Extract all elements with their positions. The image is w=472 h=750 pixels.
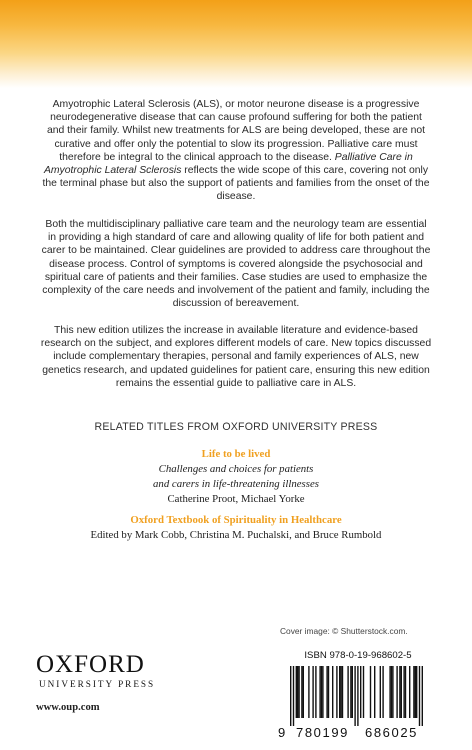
barcode-bar bbox=[336, 666, 337, 718]
book-subtitle: Challenges and choices for patients bbox=[158, 463, 314, 475]
paragraph-text: reflects the wide scope of this care, covering not only the terminal phase but also the support of patients and families from the onset of the disease. bbox=[42, 165, 430, 203]
barcode-bar bbox=[296, 666, 297, 718]
barcode-bar bbox=[374, 666, 375, 718]
barcode-bar bbox=[403, 666, 404, 718]
barcode-bar bbox=[321, 666, 322, 718]
barcode-bar bbox=[328, 666, 329, 718]
barcode-bar bbox=[401, 666, 402, 718]
oxford-university-press-logo bbox=[36, 652, 155, 689]
barcode-bar bbox=[290, 666, 291, 726]
book-authors: Edited by Mark Cobb, Christina M. Puchalski, and Bruce Rumbold bbox=[90, 529, 382, 541]
top-color-band bbox=[0, 0, 472, 88]
barcode-digits-left: 780199 bbox=[296, 725, 349, 740]
barcode-bar bbox=[409, 666, 410, 718]
publisher-name: OXFORD bbox=[36, 651, 145, 678]
description-paragraph-1 bbox=[40, 98, 432, 204]
barcode-bar bbox=[399, 666, 400, 718]
barcode-bar bbox=[382, 666, 383, 718]
barcode-bar bbox=[308, 666, 309, 718]
barcode-bar bbox=[293, 666, 294, 726]
barcode-bar bbox=[413, 666, 414, 718]
barcode-bar bbox=[332, 666, 333, 718]
barcode-bar bbox=[312, 666, 313, 718]
barcode-bar bbox=[342, 666, 343, 718]
paragraph-text: Amyotrophic Lateral Sclerosis (ALS), or motor neurone disease is a progressive neurodegenerative disease that can cause profound suffering for both the patient and their family. Whilst new treatments for ALS are being developed, these are not curative and offer only the potential to slow its progression. Palliative care must therefore be integral to the clinical approach to the disease. bbox=[46, 99, 426, 163]
barcode-digit-first: 9 bbox=[278, 725, 286, 740]
barcode-bar bbox=[389, 666, 390, 718]
barcode-bar bbox=[354, 666, 355, 726]
description-paragraph-3: This new edition utilizes the increase in available literature and evidence-based research on the subject, and explores different models of care. New topics discussed include complementary therapies, personal and family experiences of ALS, new genetics research, and updated guidelines for patient care, ensuring this new edition remains the essential guide to palliative care in ALS. bbox=[40, 325, 432, 389]
barcode-icon bbox=[276, 666, 440, 726]
barcode-bar bbox=[326, 666, 327, 718]
book-subtitle: and carers in life-threatening illnesses bbox=[153, 478, 319, 490]
cover-image-credit: Cover image: © Shutterstock.com. bbox=[280, 626, 408, 636]
barcode-bar bbox=[391, 666, 392, 718]
barcode-bar bbox=[396, 666, 397, 718]
barcode-bar bbox=[340, 666, 341, 718]
barcode-bar bbox=[347, 666, 348, 718]
barcode-bar bbox=[339, 666, 340, 718]
barcode-bar bbox=[357, 666, 358, 726]
description-paragraph-2: Both the multidisciplinary palliative care team and the neurology team are essential in providing a high standard of care and allowing quality of life for both patient and carer to be maintained. Clear guidelines are provided to address care throughout the disease process. Control of symptoms is covered alongside the psychosocial and spiritual care of patients and their families. Case studies are used to emphasize the complexity of the care needs and involvement of the patient and family, including the discussion of bereavement. bbox=[41, 219, 431, 310]
barcode-digits bbox=[276, 719, 440, 743]
barcode-bar bbox=[416, 666, 417, 718]
related-titles-heading: RELATED TITLES FROM OXFORD UNIVERSITY PRESS bbox=[94, 421, 378, 433]
related-book-2 bbox=[0, 513, 472, 543]
barcode-bar bbox=[380, 666, 381, 718]
barcode-bar bbox=[322, 666, 323, 718]
barcode-digits-right: 686025 bbox=[365, 725, 418, 740]
related-book-1 bbox=[0, 447, 472, 507]
barcode-bar bbox=[315, 666, 316, 718]
barcode-bar bbox=[415, 666, 416, 718]
barcode-bar bbox=[360, 666, 361, 718]
barcode-bar bbox=[298, 666, 299, 718]
barcode-bar bbox=[363, 666, 364, 718]
barcode-bar bbox=[392, 666, 393, 718]
book-title-italic: Palliative Care in Amyotrophic Lateral Sclerosis bbox=[43, 151, 413, 177]
book-title: Life to be lived bbox=[201, 448, 271, 460]
barcode-bar bbox=[370, 666, 371, 718]
barcode-bar bbox=[419, 666, 420, 726]
isbn-number: ISBN 978-0-19-968602-5 bbox=[304, 650, 412, 661]
book-authors: Catherine Proot, Michael Yorke bbox=[167, 493, 305, 505]
barcode-bar bbox=[422, 666, 423, 726]
barcode-bar bbox=[405, 666, 406, 718]
barcode-bar bbox=[350, 666, 351, 718]
publisher-subname: UNIVERSITY PRESS bbox=[39, 679, 156, 689]
barcode-bar bbox=[303, 666, 304, 718]
barcode-bar bbox=[352, 666, 353, 718]
publisher-website: www.oup.com bbox=[36, 702, 100, 713]
barcode-bar bbox=[297, 666, 298, 718]
book-title: Oxford Textbook of Spirituality in Healthcare bbox=[130, 514, 342, 526]
barcode-bar bbox=[301, 666, 302, 718]
barcode-bar bbox=[319, 666, 320, 718]
